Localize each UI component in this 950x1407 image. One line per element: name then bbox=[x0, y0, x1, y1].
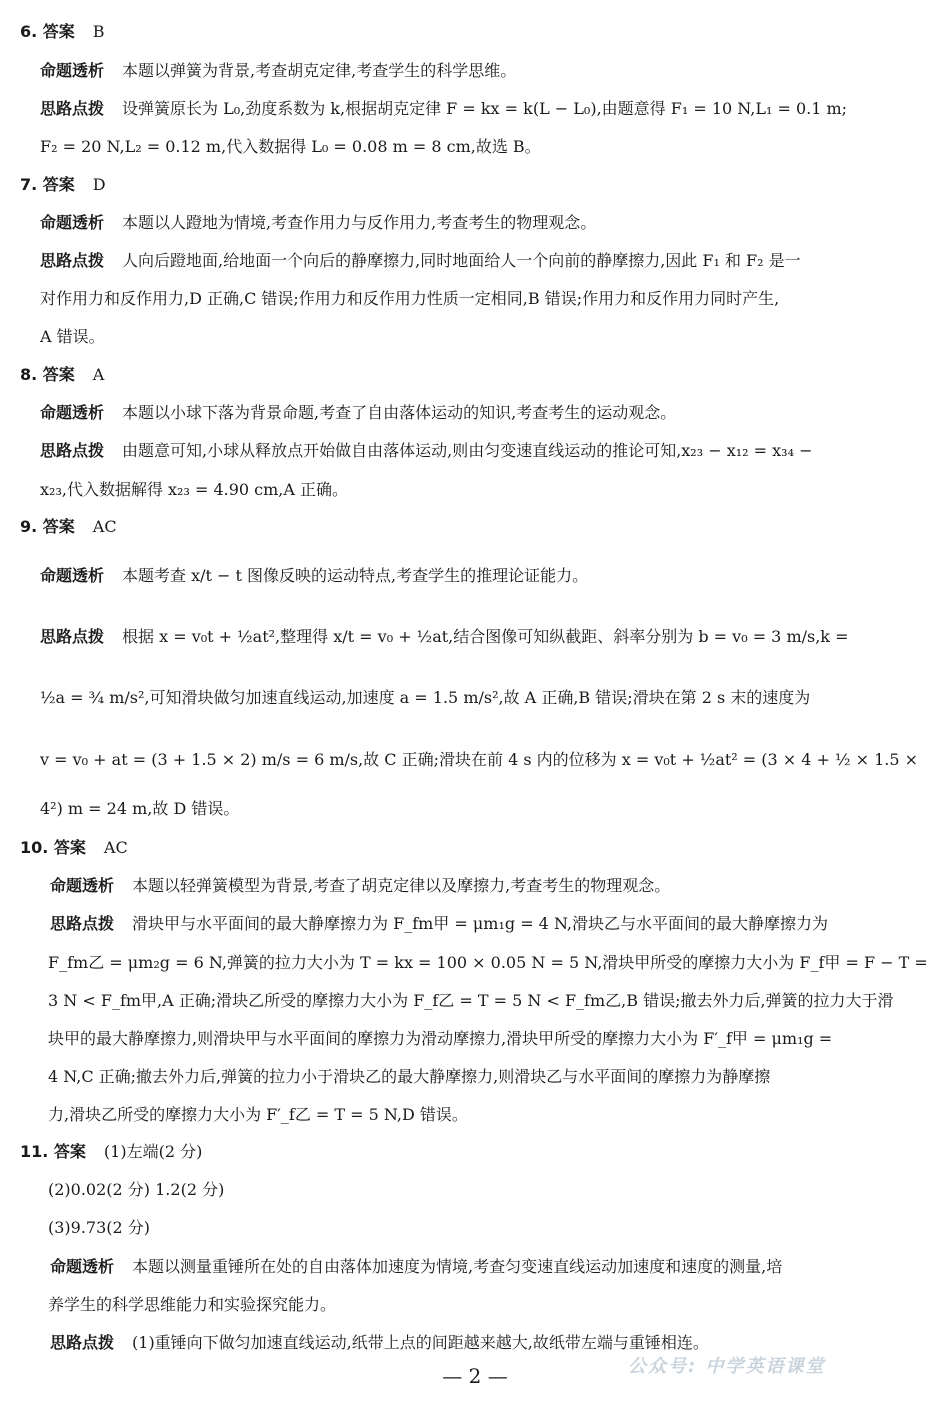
text-line bbox=[48, 991, 894, 1011]
text-line bbox=[40, 799, 239, 819]
line-text: (3)9.73(2 分) bbox=[48, 1218, 151, 1237]
line-label: 命题透析 bbox=[40, 213, 105, 232]
line-text: 本题以弹簧为背景,考查胡克定律,考查学生的科学思维。 bbox=[122, 61, 517, 80]
line-text: v = v₀ + at = (3 + 1.5 × 2) m/s = 6 m/s,故 C 正确;滑块在前 4 s 内的位移为 x = v₀t + ½at² = (3 × 4 + ½ × 1.5 × bbox=[40, 750, 919, 769]
line-label: 命题透析 bbox=[40, 61, 105, 80]
text-line bbox=[40, 688, 810, 708]
line-text: (1)左端(2 分) bbox=[103, 1142, 203, 1161]
text-line bbox=[40, 251, 801, 271]
line-text: A 错误。 bbox=[40, 327, 105, 346]
line-text: 本题以小球下落为背景命题,考查了自由落体运动的知识,考查考生的运动观念。 bbox=[122, 403, 677, 422]
line-text: x₂₃,代入数据解得 x₂₃ = 4.90 cm,A 正确。 bbox=[40, 480, 349, 499]
text-line bbox=[50, 1257, 782, 1277]
text-line bbox=[48, 953, 928, 973]
text-line bbox=[20, 175, 106, 195]
text-line bbox=[50, 1333, 709, 1353]
line-text: ½a = ¾ m/s²,可知滑块做匀加速直线运动,加速度 a = 1.5 m/s²,故 A 正确,B 错误;滑块在第 2 s 末的速度为 bbox=[40, 688, 811, 707]
text-line bbox=[40, 289, 779, 309]
text-line bbox=[40, 627, 849, 647]
line-text: 人向后蹬地面,给地面一个向后的静摩擦力,同时地面给人一个向前的静摩擦力,因此 F₁ 和 F₂ 是一 bbox=[122, 251, 801, 270]
line-text: 本题考查 x/t − t 图像反映的运动特点,考查学生的推理论证能力。 bbox=[122, 566, 589, 585]
line-text: 本题以人蹬地为情境,考查作用力与反作用力,考查考生的物理观念。 bbox=[122, 213, 597, 232]
line-text: (2)0.02(2 分) 1.2(2 分) bbox=[48, 1180, 225, 1199]
text-line bbox=[50, 876, 670, 896]
line-text: AC bbox=[92, 517, 117, 536]
line-label: 7. 答案 bbox=[20, 175, 75, 194]
line-label: 思路点拨 bbox=[40, 251, 105, 270]
line-text: (1)重锤向下做匀加速直线运动,纸带上点的间距越来越大,故纸带左端与重锤相连。 bbox=[132, 1333, 709, 1352]
line-text: 力,滑块乙所受的摩擦力大小为 F′_f乙 = T = 5 N,D 错误。 bbox=[48, 1105, 468, 1124]
line-text: 4²) m = 24 m,故 D 错误。 bbox=[40, 799, 240, 818]
line-label: 思路点拨 bbox=[50, 1333, 115, 1352]
text-line bbox=[40, 327, 105, 347]
line-text: B bbox=[92, 22, 105, 41]
line-text: 块甲的最大静摩擦力,则滑块甲与水平面间的摩擦力为滑动摩擦力,滑块甲所受的摩擦力大小为 F′_f甲 = μm₁g = bbox=[48, 1029, 833, 1048]
text-line bbox=[40, 99, 847, 119]
text-line bbox=[48, 1295, 336, 1315]
line-text: 养学生的科学思维能力和实验探究能力。 bbox=[48, 1295, 337, 1314]
text-line bbox=[20, 1142, 202, 1162]
text-line bbox=[40, 441, 812, 461]
text-line bbox=[48, 1067, 770, 1087]
line-label: 6. 答案 bbox=[20, 22, 75, 41]
line-text: 本题以轻弹簧模型为背景,考查了胡克定律以及摩擦力,考查考生的物理观念。 bbox=[132, 876, 671, 895]
text-line bbox=[40, 750, 918, 770]
line-label: 思路点拨 bbox=[40, 99, 105, 118]
line-label: 思路点拨 bbox=[50, 914, 115, 933]
line-label: 10. 答案 bbox=[20, 838, 86, 857]
line-label: 思路点拨 bbox=[40, 627, 105, 646]
line-label: 命题透析 bbox=[40, 403, 105, 422]
line-label: 命题透析 bbox=[50, 1257, 115, 1276]
line-text: A bbox=[92, 365, 105, 384]
line-text: 4 N,C 正确;撤去外力后,弹簧的拉力小于滑块乙的最大静摩擦力,则滑块乙与水平面间的摩擦力为静摩擦 bbox=[48, 1067, 771, 1086]
text-line bbox=[20, 365, 104, 385]
line-label: 9. 答案 bbox=[20, 517, 75, 536]
line-text: 根据 x = v₀t + ½at²,整理得 x/t = v₀ + ½at,结合图像可知纵截距、斜率分别为 b = v₀ = 3 m/s,k = bbox=[122, 627, 849, 646]
line-text: 本题以测量重锤所在处的自由落体加速度为情境,考查匀变速直线运动加速度和速度的测量,培 bbox=[132, 1257, 783, 1276]
text-line bbox=[40, 61, 516, 81]
text-line bbox=[40, 213, 596, 233]
text-line bbox=[48, 1180, 224, 1200]
line-text: 对作用力和反作用力,D 正确,C 错误;作用力和反作用力性质一定相同,B 错误;作用力和反作用力同时产生, bbox=[40, 289, 780, 308]
text-line bbox=[40, 137, 541, 157]
line-text: 设弹簧原长为 L₀,劲度系数为 k,根据胡克定律 F = kx = k(L − L₀),由题意得 F₁ = 10 N,L₁ = 0.1 m; bbox=[122, 99, 848, 118]
line-label: 命题透析 bbox=[50, 876, 115, 895]
text-line bbox=[20, 838, 128, 858]
text-line bbox=[40, 566, 588, 586]
text-line bbox=[40, 480, 348, 500]
line-label: 8. 答案 bbox=[20, 365, 75, 384]
line-text: D bbox=[92, 175, 106, 194]
line-label: 思路点拨 bbox=[40, 441, 105, 460]
text-line bbox=[20, 517, 117, 537]
line-text: 由题意可知,小球从释放点开始做自由落体运动,则由匀变速直线运动的推论可知,x₂₃ − x₁₂ = x₃₄ − bbox=[122, 441, 813, 460]
line-text: F₂ = 20 N,L₂ = 0.12 m,代入数据得 L₀ = 0.08 m = 8 cm,故选 B。 bbox=[40, 137, 541, 156]
line-text: 滑块甲与水平面间的最大静摩擦力为 F_fm甲 = μm₁g = 4 N,滑块乙与水平面间的最大静摩擦力为 bbox=[132, 914, 829, 933]
line-label: 命题透析 bbox=[40, 566, 105, 585]
text-line bbox=[50, 914, 828, 934]
line-text: 3 N < F_fm甲,A 正确;滑块乙所受的摩擦力大小为 F_f乙 = T = 5 N < F_fm乙,B 错误;撤去外力后,弹簧的拉力大于滑 bbox=[48, 991, 894, 1010]
line-label: 11. 答案 bbox=[20, 1142, 86, 1161]
text-line bbox=[48, 1218, 150, 1238]
line-text: F_fm乙 = μm₂g = 6 N,弹簧的拉力大小为 T = kx = 100 × 0.05 N = 5 N,滑块甲所受的摩擦力大小为 F_f甲 = F − T = bbox=[48, 953, 928, 972]
text-line bbox=[20, 22, 105, 42]
page-number: — 2 — bbox=[442, 1364, 508, 1388]
watermark: 公众号: 中学英语课堂 bbox=[628, 1356, 826, 1377]
text-line bbox=[40, 403, 676, 423]
text-line bbox=[48, 1105, 468, 1125]
text-line bbox=[48, 1029, 832, 1049]
line-text: AC bbox=[103, 838, 128, 857]
